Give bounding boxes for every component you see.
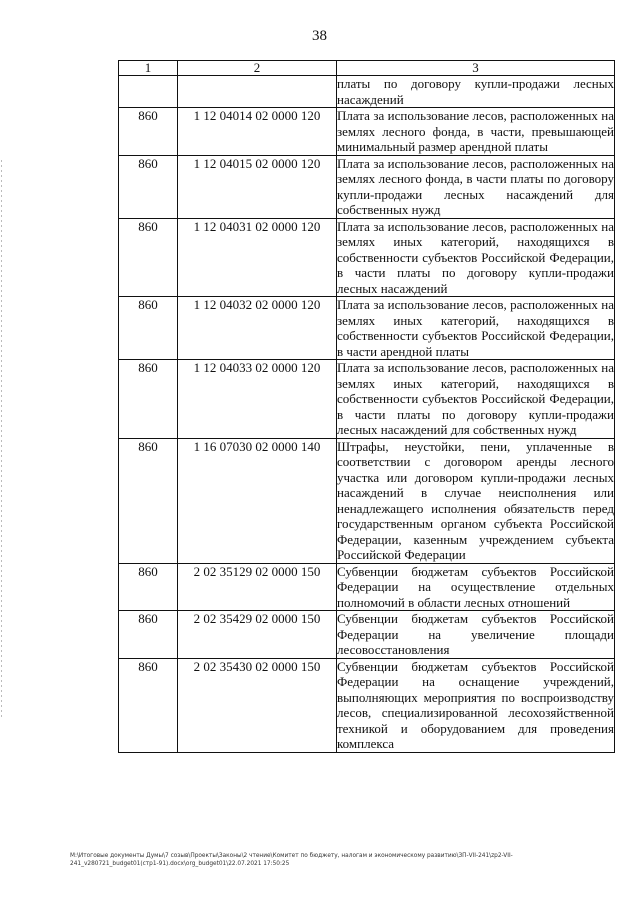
- budget-classification-code: 1 12 04033 02 0000 120: [178, 360, 337, 439]
- revenue-description: Субвенции бюджетам субъектов Российской Федерации на увеличение площади лесовосстановления: [337, 611, 614, 657]
- budget-classification-code: 1 12 04031 02 0000 120: [178, 218, 337, 297]
- budget-classification-code: 1 12 04032 02 0000 120: [178, 297, 337, 360]
- revenue-description: Плата за использование лесов, расположенных на землях лесного фонда, в части, превышающей минимальный размер арендной платы: [337, 108, 614, 154]
- table-row: [119, 563, 615, 611]
- footer-line-1: M:\Итоговые документы Думы\7 созыв\Проекты\Законы\2 чтение\Комитет по бюджету, налогам и экономическому развитию\ЗП-VII-241\zp2-VII-: [70, 853, 513, 859]
- revenue-codes-table: [118, 60, 615, 753]
- revenue-description: Плата за использование лесов, расположенных на землях иных категорий, находящихся в собственности субъектов Российской Федерации, в части арендной платы: [337, 297, 614, 359]
- admin-code: [119, 76, 178, 108]
- budget-classification-code: [178, 76, 337, 108]
- table-row: [119, 360, 615, 439]
- table-row: [119, 658, 615, 752]
- table-row: [119, 76, 615, 108]
- table-row: [119, 218, 615, 297]
- revenue-description: Субвенции бюджетам субъектов Российской Федерации на оснащение учреждений, выполняющих мероприятия по воспроизводству лесов, специализированной лесохозяйственной техникой и оборудованием для проведения комплекса: [337, 658, 614, 751]
- admin-code: 860: [119, 611, 178, 659]
- footer-line-2: 241_v280721_budget01(стр1-91).docx\org_budget01\22.07.2021 17:50:25: [70, 861, 290, 867]
- admin-code: 860: [119, 155, 178, 218]
- table-row: [119, 108, 615, 156]
- revenue-description: Плата за использование лесов, расположенных на землях лесного фонда, в части платы по договору купли-продажи лесных насаждений для собственных нужд: [337, 155, 614, 217]
- budget-classification-code: 1 16 07030 02 0000 140: [178, 438, 337, 563]
- revenue-description: Субвенции бюджетам субъектов Российской Федерации на осуществление отдельных полномочий в области лесных отношений: [337, 563, 614, 610]
- scan-edge-mark: [1, 160, 2, 720]
- header-col-3: 3: [337, 61, 615, 76]
- document-path-footer: [70, 852, 630, 868]
- budget-classification-code: 1 12 04015 02 0000 120: [178, 155, 337, 218]
- revenue-description: платы по договору купли-продажи лесных насаждений: [337, 76, 614, 107]
- admin-code: 860: [119, 563, 178, 611]
- table-row: [119, 155, 615, 218]
- page-number: 38: [312, 28, 327, 44]
- admin-code: 860: [119, 108, 178, 156]
- admin-code: 860: [119, 218, 178, 297]
- table-header-row: [119, 61, 615, 76]
- admin-code: 860: [119, 658, 178, 752]
- revenue-description: Плата за использование лесов, расположенных на землях иных категорий, находящихся в собственности субъектов Российской Федерации, в части платы по договору купли-продажи лесных насаждений для собственных нужд: [337, 360, 614, 437]
- budget-classification-code: 2 02 35430 02 0000 150: [178, 658, 337, 752]
- budget-classification-code: 2 02 35129 02 0000 150: [178, 563, 337, 611]
- admin-code: 860: [119, 360, 178, 439]
- table-row: [119, 438, 615, 563]
- header-col-2: 2: [178, 61, 337, 76]
- table-row: [119, 611, 615, 659]
- header-col-1: 1: [119, 61, 178, 76]
- budget-classification-code: 2 02 35429 02 0000 150: [178, 611, 337, 659]
- admin-code: 860: [119, 438, 178, 563]
- table-row: [119, 297, 615, 360]
- revenue-description: Штрафы, неустойки, пени, уплаченные в соответствии с договором аренды лесного участка или договором купли-продажи лесных насаждений в случае неисполнения или ненадлежащего исполнения обязательств перед государственным органом субъекта Российской Федерации, казенным учреждением субъекта Российской Федерации: [337, 438, 614, 562]
- revenue-description: Плата за использование лесов, расположенных на землях иных категорий, находящихся в собственности субъектов Российской Федерации, в части платы по договору купли-продажи лесных насаждений: [337, 218, 614, 296]
- admin-code: 860: [119, 297, 178, 360]
- budget-classification-code: 1 12 04014 02 0000 120: [178, 108, 337, 156]
